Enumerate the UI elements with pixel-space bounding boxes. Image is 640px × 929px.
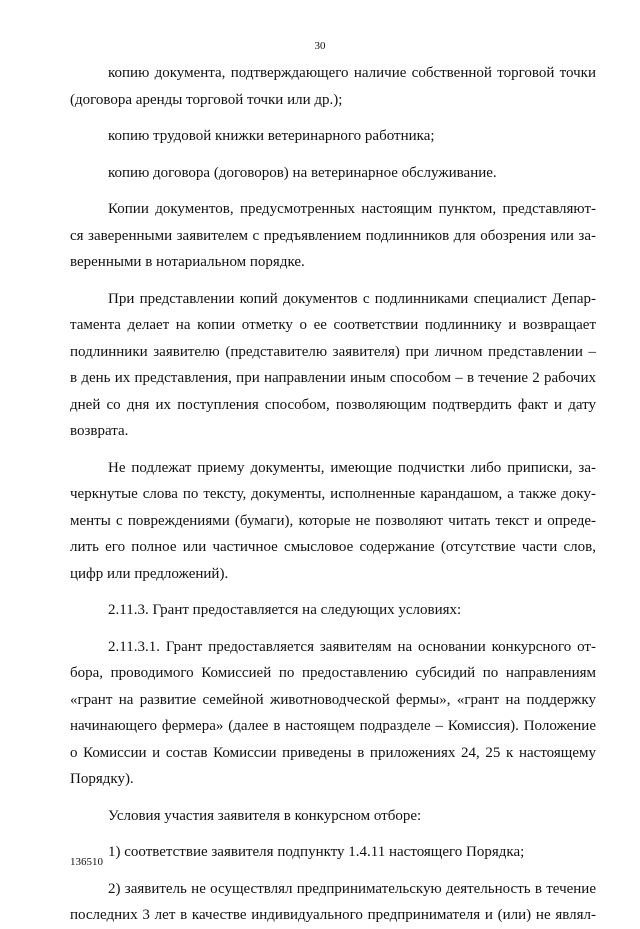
page-number: 30 [314,40,326,52]
text-line: в день их представления, при направлении иным способом – в течение 2 рабочих [70,370,596,386]
text-line: начинающего фермера» (далее в настоящем подразделе – Комиссия). Положение [70,718,596,734]
text-line: цифр или предложений). [70,565,229,582]
text-line: При представлении копий документов с подлинниками специалист Депар- [108,290,596,307]
text-line: 2.11.3. Грант предоставляется на следующих условиях: [108,602,462,618]
text-line: менты с повреждениями (бумаги), которые не позволяют читать текст и опреде- [70,512,596,529]
text-line: бора, проводимого Комиссией по предоставлению субсидий по направлениям [70,665,596,681]
text-line: копию договора (договоров) на ветеринарное обслуживание. [108,164,497,181]
text-line: 2) заявитель не осуществлял предпринимательскую деятельность в течение [108,880,596,897]
text-line: копию документа, подтверждающего наличие собственной торговой точки [108,65,596,81]
text-line: 1) соответствие заявителя подпункту 1.4.11 настоящего Порядка; [108,844,525,860]
document-code: 136510 [70,856,103,868]
text-line: тамента делает на копии отметку о ее соответствии подлиннику и возвращает [70,317,596,333]
text-line: ся заверенными заявителем с предъявлением подлинников для обозрения или за- [70,227,596,244]
text-line: черкнутые слова по тексту, документы, исполненные карандашом, а также доку- [70,486,596,502]
text-line: Не подлежат приему документы, имеющие подчистки либо приписки, за- [108,459,596,476]
text-line: подлинники заявителю (представителю заявителя) при личном представлении – [70,343,596,360]
text-line: (договора аренды торговой точки или др.); [70,91,343,108]
text-line: копию трудовой книжки ветеринарного работника; [108,128,435,144]
text-line: Порядку). [70,771,134,787]
text-line: Копии документов, предусмотренных настоящим пунктом, представляют- [108,201,596,217]
text-line: Условия участия заявителя в конкурсном отборе: [108,807,422,824]
text-line: веренными в нотариальном порядке. [70,254,305,270]
text-line: о Комиссии и состав Комиссии приведены в приложениях 24, 25 к настоящему [70,744,596,761]
text-line: «грант на развитие семейной животноводческой фермы», «грант на поддержку [70,691,596,708]
text-line: дней со дня их поступления способом, позволяющим подтвердить факт и дату [70,396,596,413]
text-line: лить его полное или частичное смысловое содержание (отсутствие части слов, [70,539,596,555]
text-line: возврата. [70,423,129,439]
document-body [70,60,596,929]
text-line: 2.11.3.1. Грант предоставляется заявителям на основании конкурсного от- [108,638,596,655]
text-line: последних 3 лет в качестве индивидуального предпринимателя и (или) не являл- [70,907,596,923]
